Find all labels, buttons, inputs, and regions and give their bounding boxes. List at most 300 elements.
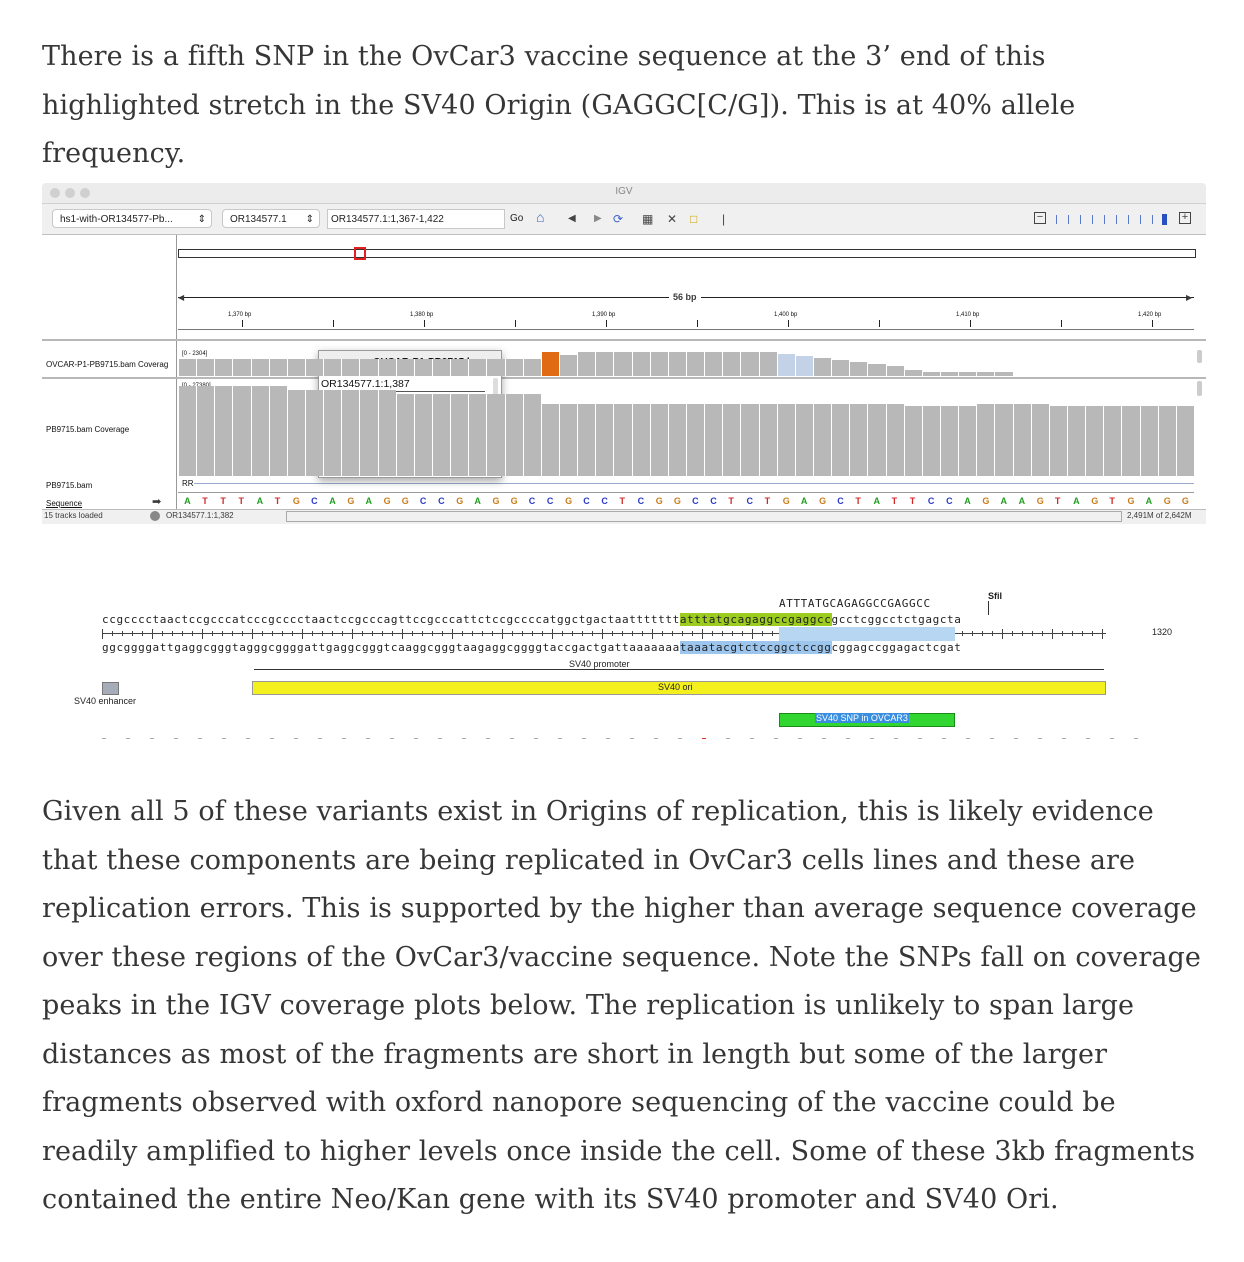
map-dot — [894, 738, 898, 739]
coverage-bar — [759, 404, 777, 476]
coverage-bar — [704, 352, 722, 376]
coverage-bar — [886, 366, 904, 376]
coverage-bar — [577, 404, 595, 476]
coverage-bar — [976, 372, 994, 376]
sequence-tick — [982, 631, 983, 636]
coverage-bar — [1067, 406, 1085, 476]
map-dot — [102, 738, 106, 739]
sequence-tick — [442, 631, 443, 636]
map-dot — [1014, 738, 1018, 739]
map-dot — [654, 738, 658, 739]
sv40-promoter-line — [254, 669, 1104, 670]
map-dot — [270, 738, 274, 739]
sequence-tick — [102, 629, 103, 639]
current-region-marker — [354, 247, 366, 260]
ruler-tick — [424, 320, 425, 327]
sequence-tick — [352, 629, 353, 639]
track-label-ovcar-coverage[interactable]: OVCAR-P1-PB9715.bam Coverag — [46, 360, 169, 369]
go-button[interactable]: Go — [510, 213, 524, 224]
sequence-tick — [202, 629, 203, 639]
back-icon[interactable]: ◀ — [568, 213, 576, 224]
coverage-bar — [904, 406, 922, 476]
map-dot — [390, 738, 394, 739]
map-dot — [246, 738, 250, 739]
coverage-bar — [214, 359, 232, 376]
coverage-bar — [813, 404, 831, 476]
sequence-tick — [272, 631, 273, 636]
coverage-bar — [505, 359, 523, 376]
coverage-bar — [414, 359, 432, 376]
coverage-bar — [251, 359, 269, 376]
igv-window — [42, 183, 1206, 523]
sequence-tick — [1022, 631, 1023, 636]
coverage-bar — [922, 372, 940, 376]
ruler-span-label: 56 bp — [669, 292, 701, 302]
sequence-tick — [712, 631, 713, 636]
reference-base: G — [347, 496, 355, 506]
map-dot — [726, 738, 730, 739]
coverage-bar — [341, 359, 359, 376]
reference-base: C — [583, 496, 590, 506]
coverage-bar — [813, 358, 831, 376]
coverage-bar — [904, 370, 922, 376]
coverage-bar — [740, 352, 758, 376]
map-dot — [774, 738, 778, 739]
coverage-bar — [849, 362, 867, 376]
coverage-bar — [595, 352, 613, 376]
bottom-strand-highlight: taaatacgtctccggctccgg — [679, 641, 832, 654]
sequence-tick — [1042, 631, 1043, 636]
coverage-bar — [650, 352, 668, 376]
coverage-bar — [613, 352, 631, 376]
ruler-tick-label: 1,390 bp — [592, 312, 616, 318]
reference-base: G — [456, 496, 464, 506]
coverage-bar — [958, 372, 976, 376]
reference-base: G — [565, 496, 573, 506]
zoom-slider[interactable] — [1052, 212, 1170, 226]
reference-base: A — [1000, 496, 1007, 506]
reference-base: C — [438, 496, 445, 506]
sequence-tick — [552, 629, 553, 639]
sequence-tick — [162, 631, 163, 636]
reference-base: G — [1091, 496, 1099, 506]
map-dot — [126, 738, 130, 739]
coverage-bar — [613, 404, 631, 476]
reference-base: G — [383, 496, 391, 506]
sequence-tick — [752, 629, 753, 639]
track-label-pb-coverage[interactable]: PB9715.bam Coverage — [46, 425, 130, 434]
reference-base: A — [1073, 496, 1080, 506]
scrollbar[interactable] — [1197, 381, 1202, 396]
sequence-tick — [672, 631, 673, 636]
sequence-tick — [762, 631, 763, 636]
sequence-tick — [282, 631, 283, 636]
coverage-bar — [450, 359, 468, 376]
reference-base: C — [311, 496, 318, 506]
selection-highlight — [779, 627, 955, 641]
genome-select[interactable] — [52, 209, 212, 228]
sequence-tick — [722, 631, 723, 636]
sequence-tick — [252, 629, 253, 639]
map-dot — [798, 738, 802, 739]
sequence-tick — [572, 631, 573, 636]
map-dot — [918, 738, 922, 739]
status-message-field — [286, 511, 1122, 522]
reference-base: C — [419, 496, 427, 506]
sequence-tick — [532, 631, 533, 636]
intro-paragraph: There is a fifth SNP in the OvCar3 vaccine sequence at the 3’ end of this highlighted stretch in the SV40 Origin (GAGGC[C/G]). This is at 40% allele frequency. — [42, 41, 1076, 169]
bottom-strand-seq: ggcggggattgaggcgggtagggcggggattgaggcgggtcaaggcgggtaagaggcggggtaccgactgattaaaaaaa — [102, 641, 680, 654]
sequence-tick — [702, 629, 703, 639]
chromosome-select[interactable] — [222, 209, 320, 228]
sequence-tick — [402, 629, 403, 639]
coverage-bar — [505, 394, 523, 476]
sequence-tick — [1062, 631, 1063, 636]
map-dot — [414, 738, 418, 739]
map-dot — [222, 738, 226, 739]
coverage-bar — [886, 404, 904, 476]
status-bar — [42, 509, 1206, 524]
coverage-bar — [1013, 404, 1031, 476]
reference-base: G — [819, 496, 827, 506]
reference-base: T — [909, 496, 916, 506]
sequence-tick — [452, 629, 453, 639]
ruler-minor-tick — [879, 320, 880, 327]
map-dot — [606, 738, 610, 739]
igv-titlebar — [42, 183, 1206, 204]
map-dot — [318, 738, 322, 739]
coverage-bar — [196, 359, 214, 376]
sequence-tick — [1012, 631, 1013, 636]
coverage-bar — [668, 352, 686, 376]
coverage-bar — [976, 404, 994, 476]
popup-position: OR134577.1:1,387 — [321, 378, 410, 390]
zoom-out-icon[interactable]: − — [1034, 212, 1046, 224]
coverage-bar — [994, 372, 1012, 376]
reference-base: T — [220, 496, 226, 506]
reference-base: T — [764, 496, 771, 506]
map-dot — [822, 738, 826, 739]
coverage-bar — [759, 352, 777, 376]
map-dot — [438, 738, 442, 739]
reference-base: A — [964, 496, 971, 506]
reference-base: G — [510, 496, 518, 506]
coverage-bar — [305, 390, 323, 476]
coverage-bar — [468, 394, 486, 476]
map-dot — [1038, 738, 1042, 739]
reference-base: G — [492, 496, 500, 506]
ruler-minor-tick — [1061, 320, 1062, 327]
sequence-tick — [1002, 629, 1003, 639]
position-label: 1320 — [1152, 627, 1173, 637]
coverage-bar — [323, 359, 341, 376]
ruler-right-arrow-icon: ▶ — [1186, 293, 1193, 302]
coverage-bar — [1085, 406, 1103, 476]
sv40-enhancer-label: SV40 enhancer — [74, 696, 137, 706]
sequence-tick — [1102, 629, 1103, 639]
coverage-bar — [831, 404, 849, 476]
coverage-bar — [414, 394, 432, 476]
sequence-tick — [1032, 631, 1033, 636]
sequence-tick — [612, 631, 613, 636]
sequence-tick — [602, 629, 603, 639]
coverage-bar — [486, 359, 504, 376]
coverage-bar — [686, 352, 704, 376]
top-strand-tail: gcctcggcctctgagcta — [831, 613, 962, 626]
home-icon[interactable]: ⌂ — [536, 209, 545, 225]
map-dot — [294, 738, 298, 739]
coverage-bar — [1049, 406, 1067, 476]
reference-base: G — [1163, 496, 1171, 506]
map-dot — [366, 738, 370, 739]
sequence-tick — [472, 631, 473, 636]
map-dot — [1110, 738, 1114, 739]
reference-base: T — [1054, 496, 1061, 506]
coverage-bar — [559, 404, 577, 476]
ruler-tick-label: 1,370 bp — [228, 312, 252, 318]
coverage-bar — [777, 404, 795, 476]
coverage-bar — [831, 360, 849, 376]
status-memory: 2,491M of 2,642M — [1127, 511, 1192, 520]
coverage-bar — [541, 404, 559, 476]
map-dot — [174, 738, 178, 739]
panel-divider — [42, 339, 1206, 341]
region-icon[interactable]: ▦ — [642, 212, 654, 226]
map-dot — [150, 738, 154, 739]
reference-base: G — [782, 496, 790, 506]
status-tracks-loaded: 15 tracks loaded — [44, 511, 103, 520]
top-strand-highlight: atttatgcagaggccgaggcc — [679, 613, 832, 626]
coverage-bar — [958, 406, 976, 476]
sequence-tick — [232, 631, 233, 636]
track-label-sequence[interactable]: Sequence — [46, 499, 83, 508]
sequence-tick — [122, 631, 123, 636]
sequence-tick — [482, 631, 483, 636]
sv40-ori-label: SV40 ori — [658, 682, 693, 692]
coverage-bar — [232, 359, 250, 376]
status-indicator-icon — [150, 511, 160, 521]
ruler-tick — [1152, 320, 1153, 327]
forward-icon[interactable]: ▶ — [594, 213, 602, 224]
chevron-updown-icon: ⇕ — [305, 214, 314, 225]
reference-base: G — [1036, 496, 1044, 506]
sequence-tick — [582, 631, 583, 636]
sequence-tick — [382, 631, 383, 636]
resize-icon[interactable]: ✕ — [667, 212, 678, 226]
coverage-bar — [795, 356, 813, 376]
sfii-site-label: SfiI — [988, 591, 1003, 601]
sequence-tick — [192, 631, 193, 636]
coverage-bar — [1121, 406, 1139, 476]
discussion-paragraph: Given all 5 of these variants exist in Origins of replication, this is likely evidence that these components are being replicated in OvCar3 cells lines and these are replication errors. This is supported by the higher than average sequence coverage over these regions of the OvCar3/vaccine sequence. Note the SNPs fall on coverage peaks in the IGV coverage plots below. The replication is unlikely to span large distances as most of the fragments are short in length but some of the larger fragments observed with oxford nanopore sequencing of the vaccine could be readily amplified to higher levels once inside the cell. Some of these 3kb fragments contained the entire Neo/Kan gene with its SV40 promoter and SV40 Ori. — [42, 796, 1202, 1215]
locus-input[interactable]: OR134577.1:1,367-1,422 — [327, 209, 505, 229]
coverage-bar — [523, 359, 541, 376]
sequence-tick-row — [102, 629, 1106, 639]
sequence-tick — [632, 631, 633, 636]
status-locus: OR134577.1:1,382 — [166, 511, 234, 520]
coverage-bar — [722, 404, 740, 476]
bottom-strand — [102, 641, 962, 654]
coverage-bar — [541, 352, 559, 376]
scrollbar[interactable] — [1197, 350, 1202, 363]
coverage-bar — [922, 406, 940, 476]
sequence-tick — [292, 631, 293, 636]
coverage-bar — [867, 364, 885, 376]
coverage-bar — [214, 386, 232, 476]
map-dot — [486, 738, 490, 739]
igv-toolbar — [42, 204, 1206, 235]
reference-base: G — [1127, 496, 1135, 506]
ruler-minor-tick — [333, 320, 334, 327]
coverage-bar — [323, 390, 341, 476]
sv40-promoter-label: SV40 promoter — [569, 659, 630, 669]
sequence-tick — [132, 631, 133, 636]
sequence-tick — [562, 631, 563, 636]
coverage-bar — [777, 354, 795, 376]
reference-base: C — [528, 496, 536, 506]
coverage-bar — [1176, 406, 1194, 476]
sequence-tick — [682, 631, 683, 636]
ruler-minor-tick — [697, 320, 698, 327]
coverage-bar — [740, 404, 758, 476]
chromosome-select-value: OR134577.1 — [230, 214, 287, 225]
coverage-bar — [359, 390, 377, 476]
coverage-bar — [232, 386, 250, 476]
top-strand — [102, 613, 962, 626]
map-dot — [1134, 738, 1138, 739]
sequence-tick — [622, 631, 623, 636]
sequence-tick — [502, 629, 503, 639]
sequence-tick — [992, 631, 993, 636]
coverage-bar — [940, 372, 958, 376]
map-dot — [1086, 738, 1090, 739]
reference-base: G — [982, 496, 990, 506]
coverage-bar — [432, 394, 450, 476]
reference-base: T — [891, 496, 898, 506]
coverage-bar — [795, 404, 813, 476]
sequence-tick — [412, 631, 413, 636]
reference-base: G — [1181, 496, 1189, 506]
sequence-tick — [512, 631, 513, 636]
ruler-left-arrow-icon: ◀ — [178, 293, 185, 302]
coverage-bar — [994, 404, 1012, 476]
map-dot — [1062, 738, 1066, 739]
reference-base: C — [692, 496, 699, 506]
refresh-icon[interactable]: ⟳ — [613, 212, 624, 226]
reference-base: C — [927, 496, 935, 506]
coverage-bar — [378, 390, 396, 476]
coverage-bar — [269, 386, 287, 476]
strand-arrow-icon[interactable]: ➡ — [152, 496, 162, 508]
sequence-tick — [592, 631, 593, 636]
coverage-bar — [432, 359, 450, 376]
sequence-tick — [462, 631, 463, 636]
coverage-bar — [849, 404, 867, 476]
coverage-bar — [577, 352, 595, 376]
reference-base: C — [710, 496, 717, 506]
sequence-tick — [262, 631, 263, 636]
reference-base: A — [474, 496, 481, 506]
ruler-tick-label: 1,380 bp — [410, 312, 434, 318]
map-dot — [534, 738, 538, 739]
popup-info-icon[interactable]: □ — [690, 212, 698, 226]
map-dot — [966, 738, 970, 739]
sequence-tick — [692, 631, 693, 636]
sequence-map — [42, 580, 1206, 745]
reference-base: G — [673, 496, 681, 506]
coverage-bar — [378, 359, 396, 376]
sequence-tick — [142, 631, 143, 636]
coverage-bar — [1140, 406, 1158, 476]
ruler-tick — [788, 320, 789, 327]
coverage-bar — [287, 359, 305, 376]
map-dot — [342, 738, 346, 739]
reference-base: C — [746, 496, 753, 506]
map-dot — [750, 738, 754, 739]
map-dot — [942, 738, 946, 739]
coverage-bar — [632, 352, 650, 376]
sequence-tick — [742, 631, 743, 636]
map-dot — [198, 738, 202, 739]
reference-base: T — [1109, 496, 1115, 506]
window-title: IGV — [615, 186, 633, 197]
reference-base: A — [1018, 496, 1026, 506]
map-dot — [846, 738, 850, 739]
map-dot — [558, 738, 562, 739]
map-dot — [462, 738, 466, 739]
panel-divider — [42, 377, 1206, 379]
bam-read-line — [194, 483, 1194, 484]
chromosome-ideogram[interactable] — [178, 249, 1196, 258]
reference-base: G — [655, 496, 663, 506]
reference-base: C — [601, 496, 608, 506]
ruler-minor-tick — [515, 320, 516, 327]
coverage-bar — [486, 394, 504, 476]
coverage-bar — [251, 386, 269, 476]
chevron-updown-icon: ⇕ — [197, 214, 206, 225]
reference-base: A — [1145, 496, 1153, 506]
ruler-icon[interactable]: | — [722, 212, 726, 226]
sequence-tick — [112, 631, 113, 636]
sequence-tick — [972, 631, 973, 636]
track-label-pb-bam[interactable]: PB9715.bam — [46, 481, 93, 490]
sequence-tick — [1092, 631, 1093, 636]
sequence-tick — [242, 631, 243, 636]
coverage-bar — [722, 352, 740, 376]
reference-base: T — [728, 496, 734, 506]
reference-base: G — [292, 496, 300, 506]
ruler-tick-label: 1,400 bp — [774, 312, 798, 318]
reference-base: A — [329, 496, 336, 506]
reference-base: T — [238, 496, 244, 506]
zoom-in-icon[interactable]: + — [1179, 212, 1191, 224]
reference-base: T — [274, 496, 281, 506]
track-divider — [178, 492, 1194, 493]
coverage-bar — [1031, 404, 1049, 476]
coverage-bar — [287, 390, 305, 476]
reference-base: C — [946, 496, 953, 506]
map-dot — [510, 738, 514, 739]
reference-base: C — [546, 496, 554, 506]
ruler-tick — [242, 320, 243, 327]
sv40-enhancer-block — [102, 682, 119, 695]
sequence-tick — [492, 631, 493, 636]
sequence-tick — [342, 631, 343, 636]
coverage-bar — [650, 404, 668, 476]
coverage-bar — [341, 390, 359, 476]
snp-feature-label: SV40 SNP in OVCAR3 — [816, 713, 908, 723]
reference-base: T — [855, 496, 861, 506]
